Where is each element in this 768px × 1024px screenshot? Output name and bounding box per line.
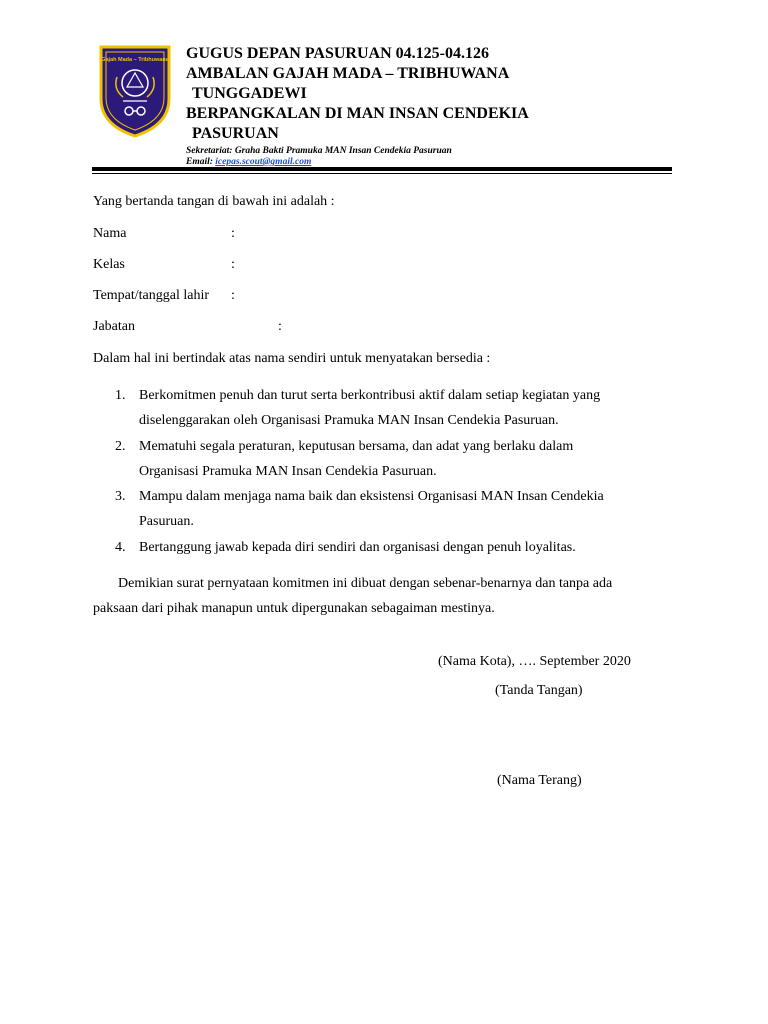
list-item-line: diselenggarakan oleh Organisasi Pramuka MAN Insan Cendekia Pasuruan.: [139, 413, 559, 428]
signer-name: (Nama Terang): [497, 773, 582, 788]
secretariat-address: Sekretariat: Graha Bakti Pramuka MAN Insan Cendekia Pasuruan: [186, 146, 452, 156]
list-item-number: 4.: [115, 540, 126, 555]
letterhead-line-5: PASURUAN: [192, 125, 279, 142]
field-label-kelas: Kelas: [93, 257, 125, 272]
field-colon-jabatan: :: [278, 319, 282, 334]
list-item-line: Organisasi Pramuka MAN Insan Cendekia Pasuruan.: [139, 464, 437, 479]
email-label: Email:: [186, 157, 213, 167]
letterhead-line-2: AMBALAN GAJAH MADA – TRIBHUWANA: [186, 65, 510, 82]
field-colon-ttl: :: [231, 288, 235, 303]
header-divider-thin: [92, 173, 672, 174]
organization-logo: [97, 43, 173, 139]
letterhead-line-1: GUGUS DEPAN PASURUAN 04.125-04.126: [186, 45, 489, 62]
letterhead-line-3: TUNGGADEWI: [192, 85, 307, 102]
closing-line-1: Demikian surat pernyataan komitmen ini dibuat dengan sebenar-benarnya dan tanpa ada: [118, 576, 613, 591]
list-item-line: Pasuruan.: [139, 514, 194, 529]
list-item-number: 3.: [115, 489, 126, 504]
list-item-line: Mampu dalam menjaga nama baik dan eksistensi Organisasi MAN Insan Cendekia: [139, 489, 604, 504]
list-item-line: Bertanggung jawab kepada diri sendiri dan organisasi dengan penuh loyalitas.: [139, 540, 576, 555]
field-label-ttl: Tempat/tanggal lahir: [93, 288, 210, 303]
list-item-number: 2.: [115, 439, 126, 454]
field-label-jabatan: Jabatan: [93, 319, 135, 334]
list-item: [139, 484, 669, 534]
field-label-nama: Nama: [93, 226, 127, 241]
logo-text: Gajah Mada – Tribhuwana: [101, 57, 169, 63]
closing-line-2: paksaan dari pihak manapun untuk dipergunakan sebagaiman mestinya.: [93, 601, 495, 616]
list-item-line: Mematuhi segala peraturan, keputusan bersama, dan adat yang berlaku dalam: [139, 439, 574, 454]
statement-text: Dalam hal ini bertindak atas nama sendiri untuk menyatakan bersedia :: [93, 351, 491, 366]
intro-text: Yang bertanda tangan di bawah ini adalah :: [93, 194, 335, 209]
list-item: [139, 535, 669, 560]
place-date: (Nama Kota), …. September 2020: [438, 654, 631, 669]
header-divider-thick: [92, 167, 672, 171]
shield-emblem-icon: [97, 43, 173, 139]
field-colon-kelas: :: [231, 257, 235, 272]
list-item: [139, 434, 669, 484]
letterhead: [186, 44, 666, 168]
email-link[interactable]: icepas.scout@gmail.com: [215, 157, 312, 167]
field-colon-nama: :: [231, 226, 235, 241]
list-item-number: 1.: [115, 388, 126, 403]
letterhead-line-4: BERPANGKALAN DI MAN INSAN CENDEKIA: [186, 105, 529, 122]
signature-placeholder: (Tanda Tangan): [495, 683, 583, 698]
list-item-line: Berkomitmen penuh dan turut serta berkontribusi aktif dalam setiap kegiatan yang: [139, 388, 601, 403]
list-item: [139, 383, 669, 433]
